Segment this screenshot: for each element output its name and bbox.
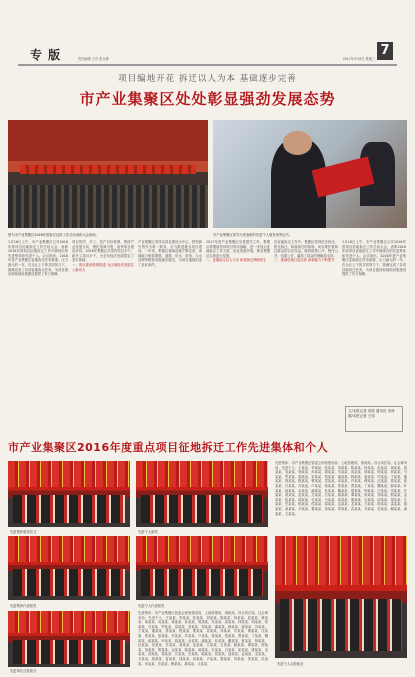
- subhead-1: 一、项目建设强势推进 为区域经济发展注入新动力: [72, 262, 134, 272]
- award-photo-2-caption: 先进个人颁奖: [138, 530, 158, 534]
- award-photo-1-caption: 先进集体颁奖仪式: [10, 530, 37, 534]
- award-photo-3-caption: 先进集体代表领奖: [10, 604, 37, 608]
- article-column-6: 1月16日上午，市产业集聚区召开2016年度项目征地拆迁工作总结大会，表彰2016年度项目征地拆迁工作中涌现出的先进集体和先进个人。会议指出，2016年是产业集聚区征地拆迁任务最重、压力最大的一年，在全区上下的共同努力下，圆满完成了各项征地拆迁任务，为项目建设和基础设施建设提供了有力保障。: [342, 240, 406, 277]
- issue-date: 2017年3月8日 星期三: [342, 57, 375, 61]
- award-photo-5: [8, 611, 130, 667]
- page-header: [0, 0, 415, 68]
- award-photo-4: [136, 536, 268, 600]
- award-photo-6-caption: 先进个人合影留念: [277, 662, 304, 666]
- article-kicker: 项目编地开花 拆迁以人为本 基础逐步完善: [118, 74, 297, 84]
- meeting-photo: [8, 120, 208, 228]
- page-number: 7: [377, 42, 393, 60]
- article-column-2: 项目签约、开工、投产目标管理，围绕产业发展方向，强化招商引资，加快项目建设步伐。2016年集聚区共签约项目多个，新开工项目多个，为全年经济发展奠定了坚实基础。 一、项目建设强势推进 为区域经济发展注入新动力: [72, 240, 134, 272]
- award-photo-caption: 市产业集聚区领导为受表彰的先进个人颁发荣誉证书。: [213, 233, 293, 237]
- honor-list-cont: 先进集体：市产业集聚区管委会规划建设局、土地管理局、财政局、综合执法局、社会事务局；先进个人：王某某、李某某、张某某、刘某某、陈某某、杨某某、赵某某、黄某某、周某某、吴某某、徐某某、孙某某、胡某某、朱某某、高某某、林某某、何某某、郭某某、马某某、罗某某、梁某某、宋某某、郑某某、谢某某、韩某某、唐某某、冯某某、于某某、董某某、萧某某、程某某、曹某某、袁某某、邓某某、许某某、傅某某、沈某某、曾某某、彭某某、吕某某、苏某某、卢某某、蒋某某、蔡某某、贾某某、丁某某、魏某某、薛某某、叶某某、阎某某、余某某、潘某某、杜某某、戴某某、夏某某、钟某某、汪某某、田某某、任某某、姜某某、范某某、方某某、石某某、姚某某、谭某某、廖某某、邹某某、熊某某、金某某、陆某某、郝某某、孔某某、白某某、崔某某、康某某、毛某某、邱某某、秦某某、江某某、史某某、顾某某、侯某某、邵某某、孟某某、龙某某、万某某、段某某、雷某某、钱某某、汤某某、尹某某、黎某某、易某某、常某某、武某某、乔某某、贺某某、赖某某、龚某某、文某某。: [138, 611, 268, 666]
- article-column-1: 1月16日上午，市产业集聚区召开2016年度项目征地拆迁工作总结大会，表彰2016年度项目征地拆迁工作中涌现出的先进集体和先进个人。会议指出，2016年是产业集聚区征地拆迁任务最重、压力最大的一年，在全区上下的共同努力下，圆满完成了各项征地拆迁任务，为项目建设和基础设施建设提供了有力保障。: [8, 240, 68, 277]
- award-photo-4-caption: 先进个人代表领奖: [138, 604, 165, 608]
- award-photo-1: [8, 461, 130, 527]
- article-column-3: 产业集聚区坚持以项目建设为中心，把招商引资作为第一要务，全力推进重点项目建设。一年来，集聚区基础设施不断完善，承载能力明显增强，道路、供水、供电、污水处理等配套设施逐步健全，为项目落地创造了良好条件。: [138, 240, 202, 267]
- header-info: [78, 56, 375, 61]
- article-headline: 市产业集聚区处处彰显强劲发展态势: [79, 90, 336, 108]
- section-title: 专 版: [30, 48, 62, 62]
- byline-box: [345, 406, 403, 432]
- editor-line: 责任编辑 王洋 张永康: [78, 57, 109, 61]
- header-rule: [18, 64, 397, 66]
- article-column-5: 在征地拆迁工作中，集聚区坚持依法拆迁、阳光拆迁、和谐拆迁的原则，切实维护被拆迁群众的合法权益，做到政策公开、程序公开、结果公开，赢得了群众的理解和支持。 三、基础设施日趋完善 承载能力不断提升: [274, 240, 338, 263]
- meeting-photo-caption: 图为市产业集聚区2016年度拆迁征收工作总结表彰大会现场。: [8, 233, 99, 237]
- section2-title: 市产业集聚区2016年度重点项目征地拆迁工作先进集体和个人: [8, 441, 329, 454]
- honor-list: 先进集体：市产业集聚区管委会规划建设局、土地管理局、财政局、综合执法局、社会事务局；先进个人：王某某、李某某、张某某、刘某某、陈某某、杨某某、赵某某、黄某某、周某某、吴某某、徐某某、孙某某、胡某某、朱某某、高某某、林某某、何某某、郭某某、马某某、罗某某、梁某某、宋某某、郑某某、谢某某、韩某某、唐某某、冯某某、于某某、董某某、萧某某、程某某、曹某某、袁某某、邓某某、许某某、傅某某、沈某某、曾某某、彭某某、吕某某、苏某某、卢某某、蒋某某、蔡某某、贾某某、丁某某、魏某某、薛某某、叶某某、阎某某、余某某、潘某某、杜某某、戴某某、夏某某、钟某某、汪某某、田某某、任某某、姜某某、范某某、方某某、石某某、姚某某、谭某某、廖某某、邹某某、熊某某、金某某、陆某某、郝某某、孔某某、白某某、崔某某、康某某、毛某某、邱某某、秦某某、江某某、史某某、顾某某、侯某某、邵某某、孟某某、龙某某、万某某、段某某、雷某某、钱某某、汤某某、尹某某、黎某某、易某某、常某某、武某某、乔某某、贺某某、赖某某、龚某某、文某某。: [275, 461, 407, 516]
- author-line: 文/本报记者 苗欣 通讯员 李涛: [348, 409, 395, 413]
- article-column-4: 2017年是产业集聚区完善提升之年，集聚区将继续坚持项目带动战略，进一步加大征地拆迁工作力度，优化发展环境，推动集聚区实现更大发展。 二、征地拆迁以人为本 和谐拆迁保障民生: [206, 240, 270, 263]
- subhead-2: 二、征地拆迁以人为本 和谐拆迁保障民生: [206, 258, 267, 263]
- photographer-line: 图/本报记者 王伟: [348, 414, 375, 418]
- award-photo-2: [136, 461, 268, 527]
- award-photo-6: [275, 536, 407, 658]
- subhead-3: 三、基础设施日趋完善 承载能力不断提升: [274, 258, 335, 263]
- award-photo-5-caption: 先进单位合影留念: [10, 669, 37, 673]
- award-photo-3: [8, 536, 130, 600]
- award-photo: [213, 120, 407, 228]
